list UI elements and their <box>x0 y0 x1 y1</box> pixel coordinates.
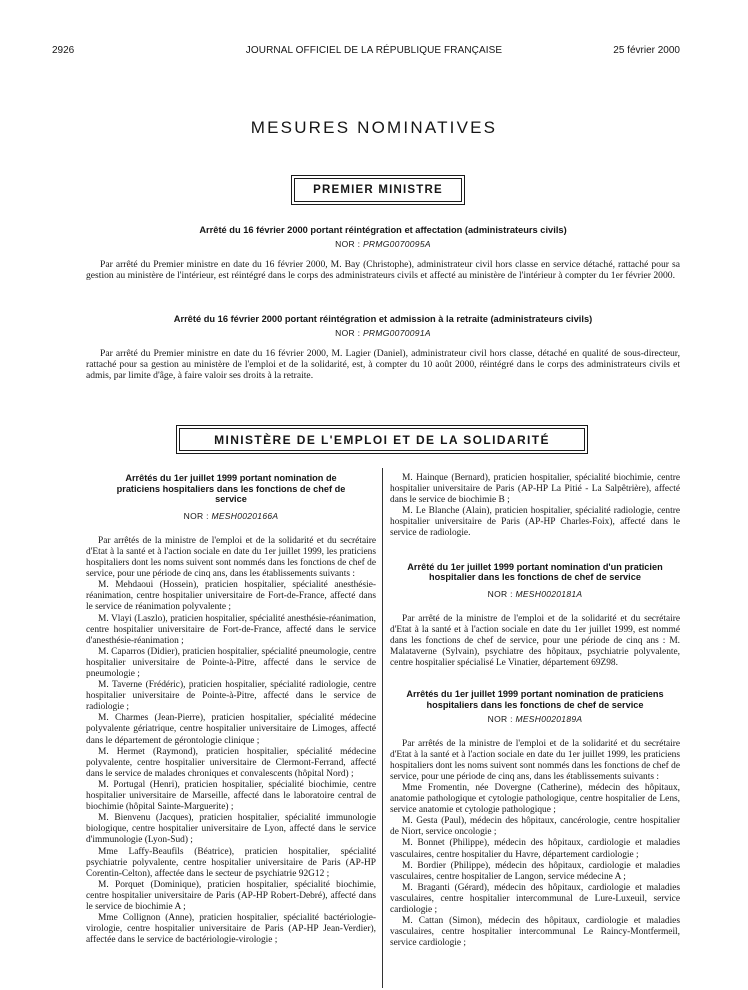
nor-code: PRMG0070091A <box>362 328 431 338</box>
section-heading-premier-ministre <box>291 175 465 205</box>
arrete-title: Arrêté du 1er juillet 1999 portant nomination d'un praticien hospitalier dans les fonctions de chef de service <box>407 561 663 583</box>
nor-label: NOR : <box>335 328 361 338</box>
paragraph: Mme Laffy-Beaufils (Béatrice), praticien hospitalier, spécialité psychiatrie polyvalente, centre hospitalier universitaire de Paris (AP-HP Corentin-Celton), affectée dans le secteur de psychiatrie 92G12 ; <box>86 846 376 879</box>
arrete-block <box>86 225 680 281</box>
paragraph: M. Bienvenu (Jacques), praticien hospitalier, spécialité immunologie biologique, centre hospitalier universitaire de Lyon, affecté dans le service d'immunologie (Lyon-Sud) ; <box>86 813 376 846</box>
paragraph: M. Braganti (Gérard), médecin des hôpitaux, cardiologie et maladies vasculaires, centre hospitalier intercommunal de Lure-Luxeuil, service cardiologie ; <box>390 882 680 915</box>
arrete-text: Par arrêté du Premier ministre en date du 16 février 2000, M. Bay (Christophe), administrateur civil hors classe en service détaché, rattaché pour sa gestion au ministère de l'intérieur, est réintégré dans le corps des administrateurs civils et affecté au ministère de l'intérieur à compter du 1er février 2000. <box>86 259 680 282</box>
left-column <box>86 473 376 946</box>
paragraph: M. Charmes (Jean-Pierre), praticien hospitalier, spécialité médecine polyvalente gériatrique, centre hospitalier universitaire de Limoges, affecté dans le département de gérontologie clinique ; <box>86 713 376 746</box>
nor-label: NOR : <box>487 713 513 724</box>
paragraph: M. Hermet (Raymond), praticien hospitalier, spécialité médecine polyvalente, centre hospitalier universitaire de Clermont-Ferrand, affecté dans le service de malades chroniques et convalescents (hôpital Nord) ; <box>86 746 376 779</box>
nor-reference <box>86 239 680 249</box>
paragraph: M. Bordier (Philippe), médecin des hôpitaux, cardiologie et maladies vasculaires, centre hospitalier de Langon, service médecine A ; <box>390 860 680 882</box>
arrete-block <box>86 314 680 382</box>
paragraph: Par arrêté de la ministre de l'emploi et de la solidarité et du secrétaire d'Etat à la santé et à l'action sociale en date du 1er juillet 1999, est nommé dans les fonctions de chef de service, pour une période de cinq ans : M. Malataverne (Sylvain), psychiatre des hôpitaux, psychiatrie polyvalente, centre hospitalier spécialisé Le Vinatier, département 69Z98. <box>390 613 680 669</box>
paragraph: Par arrêtés de la ministre de l'emploi et de la solidarité et du secrétaire d'Etat à la santé et à l'action sociale en date du 1er juillet 1999, les praticiens hospitaliers dont les noms suivent sont nommés dans les fonctions de chef de service, pour une période de cinq ans, dans les établissements suivants : <box>86 535 376 580</box>
paragraph: M. Porquet (Dominique), praticien hospitalier, spécialité biochimie, centre hospitalier universitaire de Paris (AP-HP Robert-Debré), affecté dans le service de biochimie A ; <box>86 879 376 912</box>
nor-code: MESH0020189A <box>515 713 583 724</box>
paragraph: M. Taverne (Frédéric), praticien hospitalier, spécialité radiologie, centre hospitalier universitaire de Pointe-à-Pitre, affecté dans le service de radiologie ; <box>86 680 376 713</box>
nor-label: NOR : <box>183 510 209 521</box>
journal-title: JOURNAL OFFICIEL DE LA RÉPUBLIQUE FRANÇAISE <box>245 45 503 56</box>
arrete-title: Arrêtés du 1er juillet 1999 portant nomination de praticiens hospitaliers dans les fonctions de chef de service <box>406 689 664 710</box>
paragraph: M. Gesta (Paul), médecin des hôpitaux, cancérologie, centre hospitalier de Niort, service oncologie ; <box>390 816 680 838</box>
paragraph: M. Cattan (Simon), médecin des hôpitaux, cardiologie et maladies vasculaires, centre hospitalier intercommunal Le Raincy-Montfermeil, service cardiologie ; <box>390 916 680 949</box>
paragraph: M. Mehdaoui (Hossein), praticien hospitalier, spécialité anesthésie-réanimation, centre hospitalier universitaire de Fort-de-France, affecté dans le service de réanimation polyvalente ; <box>86 580 376 613</box>
arrete-title: Arrêtés du 1er juillet 1999 portant nomination de praticiens hospitaliers dans les fonctions de chef de service <box>116 473 346 505</box>
paragraph: Par arrêtés de la ministre de l'emploi et de la solidarité et du secrétaire d'Etat à la santé et à l'action sociale en date du 1er juillet 1999, les praticiens hospitaliers dont les noms suivent sont nommés dans les fonctions de chef de service, pour une période de cinq ans, dans les établissements suivants : <box>390 738 680 782</box>
nor-code: PRMG0070095A <box>362 239 431 249</box>
paragraph: M. Vlayi (Laszlo), praticien hospitalier, spécialité anesthésie-réanimation, centre hospitalier universitaire de Fort-de-France, affecté dans le service d'anesthésie-réanimation ; <box>86 613 376 646</box>
paragraph: Mme Fromentin, née Dovergne (Catherine), médecin des hôpitaux, anatomie pathologique et cytologie pathologique, centre hospitalier de Lens, service anatomie et cytologie pathologique ; <box>390 782 680 816</box>
issue-date: 25 février 2000 <box>613 45 680 56</box>
nor-reference <box>86 328 680 338</box>
arrete-title: Arrêté du 16 février 2000 portant réintégration et affectation (administrateurs civils) <box>199 225 567 235</box>
paragraph: Mme Collignon (Anne), praticien hospitalier, spécialité bactériologie-virologie, centre hospitalier universitaire de Paris (AP-HP Jean-Verdier), affectée dans le service de bactériologie-virologie ; <box>86 913 376 946</box>
page-title: MESURES NOMINATIVES <box>250 118 498 137</box>
section-heading-label: PREMIER MINISTRE <box>294 178 462 202</box>
paragraph: M. Le Blanche (Alain), praticien hospitalier, spécialité radiologie, centre hospitalier universitaire de Paris (AP-HP Charles-Foix), affecté dans le service de radiologie. <box>390 506 680 539</box>
nor-label: NOR : <box>487 588 513 599</box>
paragraph: M. Portugal (Henri), praticien hospitalier, spécialité biochimie, centre hospitalier universitaire de Marseille, affecté dans le laboratoire central de biochimie (hôpital Sainte-Marguerite) ; <box>86 779 376 813</box>
section-heading-label: MINISTÈRE DE L'EMPLOI ET DE LA SOLIDARITÉ <box>179 428 585 451</box>
arrete-title: Arrêté du 16 février 2000 portant réintégration et admission à la retraite (administrateurs civils) <box>173 314 593 324</box>
nor-label: NOR : <box>335 239 361 249</box>
nor-reference <box>86 511 376 522</box>
nor-reference <box>390 714 680 725</box>
paragraph: M. Bonnet (Philippe), médecin des hôpitaux, cardiologie et maladies vasculaires, centre hospitalier du Havre, département cardiologie ; <box>390 838 680 860</box>
section-heading-ministere <box>176 425 588 454</box>
nor-code: MESH0020181A <box>515 588 583 599</box>
arrete-text: Par arrêté du Premier ministre en date du 16 février 2000, M. Lagier (Daniel), administrateur civil hors classe, détaché en qualité de sous-directeur, rattaché pour sa gestion au ministère de l'emploi et de la solidarité, est, à compter du 10 août 2000, réintégré dans le corps des administrateurs civils et admis, par limite d'âge, à faire valoir ses droits à la retraite. <box>86 348 680 382</box>
right-column <box>390 473 680 949</box>
page-number: 2926 <box>52 45 75 56</box>
nor-code: MESH0020166A <box>211 510 279 521</box>
column-divider <box>382 468 383 988</box>
paragraph: M. Caparros (Didier), praticien hospitalier, spécialité pneumologie, centre hospitalier universitaire de Pointe-à-Pitre, affecté dans le service de pneumologie ; <box>86 646 376 679</box>
paragraph: M. Hainque (Bernard), praticien hospitalier, spécialité biochimie, centre hospitalier universitaire de Paris (AP-HP La Pitié - La Salpêtrière), affecté dans le service de biochimie B ; <box>390 473 680 506</box>
nor-reference <box>390 589 680 600</box>
